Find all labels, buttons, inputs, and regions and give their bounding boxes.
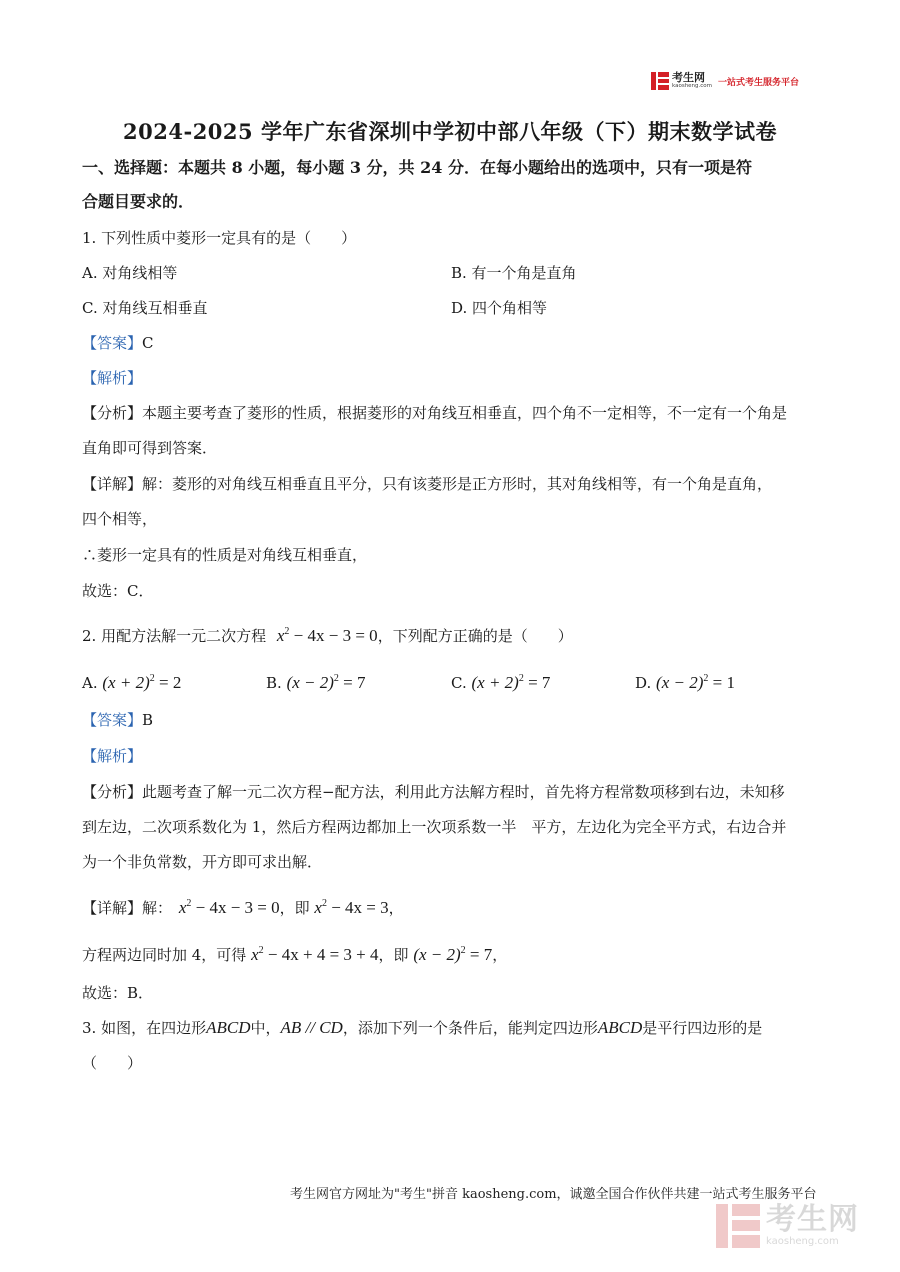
fenxi-tag: 【分析】	[82, 404, 143, 422]
q2-stem	[82, 622, 573, 646]
header-logo	[651, 72, 799, 90]
q2-option-a: A. $(x + 2)^2 = 2$	[82, 673, 182, 692]
q2-option-b: B. $(x - 2)^2 = 7$	[266, 673, 366, 692]
q1-fenxi-line2: 直角即可得到答案．	[82, 439, 218, 457]
q1-xiangjie-line1	[82, 474, 772, 494]
xiangjie-tag: 【详解】	[82, 899, 143, 917]
fenxi-tag: 【分析】	[82, 783, 143, 801]
q2-equation: $x^2 - 4x - 3 = 0$	[276, 626, 378, 645]
section-heading-line2: 合题目要求的．	[82, 192, 195, 211]
q1-option-a: A. 对角线相等	[82, 264, 178, 282]
xiangjie-text: 解：菱形的对角线互相垂直且平分，只有该菱形是正方形时，其对角线相等，有一个角是直角，	[142, 475, 773, 493]
q2-fenxi-line2: 到左边，二次项系数化为 1，然后方程两边都加上一次项系数一半 平方，左边化为完全平方式，右边合并	[82, 818, 787, 836]
q2-option-d: D. $(x - 2)^2 = 1$	[635, 673, 735, 692]
page-footer: 考生网官方网址为"考生"拼音 kaosheng.com，诚邀全国合作伙伴共建一站式考生服务平台	[290, 1187, 817, 1202]
q2-stem-pre: 2. 用配方法解一元二次方程	[82, 627, 267, 645]
q1-stem: 1. 下列性质中菱形一定具有的是（ ）	[82, 229, 357, 247]
fenxi-text: 此题考查了解一元二次方程−配方法，利用此方法解方程时，首先将方程常数项移到右边，未知移	[142, 783, 785, 801]
q2-answer	[82, 710, 153, 730]
q1-fenxi-line1	[82, 403, 787, 423]
xiangjie-tag: 【详解】	[82, 475, 143, 493]
q2-stem-post: ，下列配方正确的是（ ）	[377, 627, 573, 645]
fenxi-text: 本题主要考查了菱形的性质，根据菱形的对角线互相垂直，四个角不一定相等，不一定有一个角是	[142, 404, 788, 422]
logo-domain: kaosheng.com	[672, 83, 713, 90]
watermark-domain: kaosheng.com	[766, 1236, 839, 1247]
q2-analysis-tag: 【解析】	[82, 747, 143, 765]
q1-option-b: B. 有一个角是直角	[451, 264, 577, 282]
page-title: 2024-2025 学年广东省深圳中学初中部八年级（下）期末数学试卷	[123, 119, 777, 144]
q2-choose: 故选：B．	[82, 984, 154, 1002]
watermark	[716, 1204, 859, 1248]
q2-fenxi-line1	[82, 782, 785, 802]
logo-slogan: 一站式考生服务平台	[718, 77, 800, 88]
watermark-name: 考生网	[766, 1202, 859, 1237]
q3-stem: 3. 如图，在四边形ABCD中，AB // CD，添加下列一个条件后，能判定四边形ABCD是平行四边形的是	[82, 1018, 763, 1037]
q1-therefore: ∴菱形一定具有的性质是对角线互相垂直，	[82, 546, 368, 564]
q1-option-d: D. 四个角相等	[451, 299, 548, 317]
q1-answer	[82, 333, 154, 353]
answer-value: B	[142, 711, 154, 729]
q2-xiangjie: 【详解】解： $x^2 - 4x - 3 = 0$，即 $x^2 - 4x = 3$，	[82, 898, 404, 917]
q2-step: 方程两边同时加 4，可得 $x^2 - 4x + 4 = 3 + 4$，即 $(x - 2)^2 = 7$，	[82, 945, 508, 964]
q2-fenxi-line3: 为一个非负常数，开方即可求出解．	[82, 853, 323, 871]
q1-xiangjie-line2: 四个相等，	[82, 510, 158, 528]
answer-value: C	[142, 334, 154, 352]
answer-tag: 【答案】	[82, 334, 143, 352]
kaosheng-logo-icon	[651, 72, 669, 90]
q1-choose: 故选：C．	[82, 582, 154, 600]
answer-tag: 【答案】	[82, 711, 143, 729]
q1-option-c: C. 对角线互相垂直	[82, 299, 208, 317]
section-heading-line1: 一、选择题：本题共 8 小题，每小题 3 分，共 24 分．在每小题给出的选项中，只有一项是符	[82, 158, 752, 177]
logo-name: 考生网	[672, 71, 705, 85]
q1-analysis-tag: 【解析】	[82, 369, 143, 387]
kaosheng-watermark-icon	[716, 1204, 760, 1248]
q2-option-c: C. $(x + 2)^2 = 7$	[451, 673, 551, 692]
q3-stem-blank: （ ）	[82, 1054, 143, 1072]
